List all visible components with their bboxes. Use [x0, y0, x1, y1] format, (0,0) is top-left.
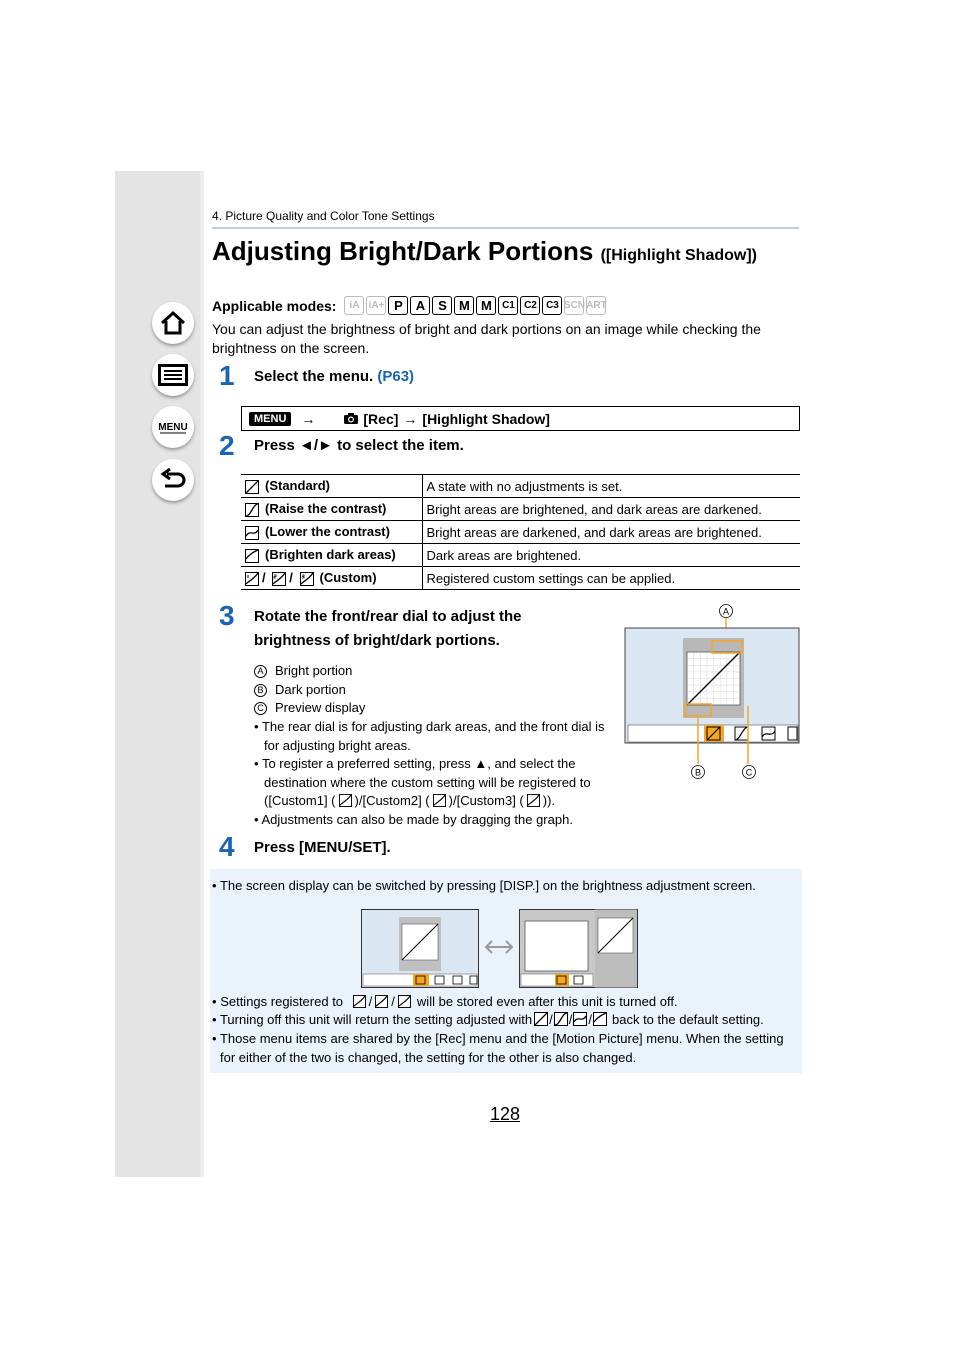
bullet-item: • The rear dial is for adjusting dark areas, and the front dial is for adjusting bright areas. — [254, 719, 605, 753]
step-3-line-1: Rotate the front/rear dial to adjust the — [254, 608, 522, 625]
menu-arrow-2: → — [403, 410, 418, 427]
standard-curve-icon — [534, 1012, 548, 1026]
applicable-modes-label: Applicable modes: — [212, 297, 337, 314]
bullet-item: • To register a preferred setting, press ▲, and select the destination where the custom setting will be registered to ([Custom1] ( )/[Custom2] ( )/[Custom3] ( )). — [254, 756, 591, 808]
table-cell-name: / / (Custom) — [241, 567, 422, 590]
menu-badge: MENU — [249, 412, 291, 426]
note-4: • Those menu items are shared by the [Rec] menu and the [Motion Picture] menu. When the setting for either of the two is changed, the setting for the other is also changed. — [212, 1031, 784, 1065]
home-button[interactable] — [152, 302, 194, 344]
step-3-line-2: brightness of bright/dark portions. — [254, 632, 500, 649]
lower-contrast-curve-icon — [245, 526, 259, 540]
step-3-bullets — [254, 718, 614, 829]
custom3-curve-icon — [398, 995, 411, 1008]
custom1-curve-icon — [353, 995, 366, 1008]
raise-contrast-curve-icon — [245, 503, 259, 517]
table-cell-desc: Registered custom settings can be applied. — [422, 567, 800, 590]
title-main: Adjusting Bright/Dark Portions — [212, 236, 594, 266]
table-cell-desc: Bright areas are darkened, and dark areas are brightened. — [422, 521, 800, 544]
step-number-4: 4 — [219, 831, 235, 862]
sidebar-edge — [200, 171, 204, 1177]
mode-icon: M — [476, 296, 496, 315]
raise-contrast-curve-icon — [554, 1012, 568, 1026]
custom1-curve-icon — [245, 572, 259, 586]
return-icon — [159, 468, 187, 492]
note-3: • Turning off this unit will return the setting adjusted with / / / back to the default setting. — [212, 1012, 764, 1027]
table-row — [241, 498, 800, 521]
mode-icon: A — [410, 296, 430, 315]
menu-item: [Highlight Shadow] — [422, 410, 550, 427]
settings-table — [241, 474, 800, 590]
step-3-title — [254, 605, 522, 653]
legend — [254, 662, 365, 718]
mode-icon: P — [388, 296, 408, 315]
menu-button[interactable] — [152, 406, 194, 448]
mode-icon: M — [454, 296, 474, 315]
step-2-title — [254, 434, 464, 458]
callout-c-label: C — [745, 767, 753, 778]
page-number[interactable]: 128 — [490, 1104, 521, 1124]
brighten-dark-curve-icon — [245, 549, 259, 563]
home-icon — [159, 310, 187, 336]
note-1: • The screen display can be switched by pressing [DISP.] on the brightness adjustment screen. — [212, 878, 756, 893]
custom3-curve-icon — [300, 572, 314, 586]
table-cell-desc: A state with no adjustments is set. — [422, 475, 800, 498]
custom2-curve-icon — [433, 794, 446, 807]
step-2-text-b: to select the item. — [332, 437, 464, 454]
legend-mark: A — [254, 665, 267, 678]
mode-icons — [344, 296, 606, 315]
page-title — [212, 236, 757, 267]
mode-icon: C3 — [542, 296, 562, 315]
table-row — [241, 567, 800, 590]
table-cell-desc: Bright areas are brightened, and dark areas are darkened. — [422, 498, 800, 521]
standard-curve-icon — [245, 480, 259, 494]
table-cell-name: (Brighten dark areas) — [241, 544, 422, 567]
header-divider — [212, 227, 799, 229]
brighten-dark-curve-icon — [593, 1012, 607, 1026]
custom2-curve-icon — [272, 572, 286, 586]
step-1-text: Select the menu. — [254, 368, 374, 385]
menu-rec: [Rec] — [363, 410, 399, 427]
legend-item: C Preview display — [254, 699, 365, 718]
step-2-text-a: Press — [254, 437, 300, 454]
mode-icon: SCN — [564, 296, 584, 315]
table-row — [241, 475, 800, 498]
custom2-curve-icon — [375, 995, 388, 1008]
display-screen-b — [519, 909, 638, 988]
intro-text: You can adjust the brightness of bright and dark portions on an image while checking the brightness on the screen. — [212, 321, 761, 356]
mode-icon: C1 — [498, 296, 518, 315]
display-screen-a — [361, 909, 479, 988]
mode-icon: S — [432, 296, 452, 315]
lower-contrast-curve-icon — [573, 1012, 587, 1026]
applicable-modes — [212, 296, 606, 315]
table-cell-name: (Raise the contrast) — [241, 498, 422, 521]
table-row — [241, 521, 800, 544]
mode-icon: iA+ — [366, 296, 386, 315]
callout-a-label: A — [722, 606, 730, 617]
menu-arrow-1: → — [301, 410, 316, 427]
contents-button[interactable] — [152, 354, 194, 396]
custom3-curve-icon — [527, 794, 540, 807]
step-1-link[interactable]: (P63) — [377, 368, 415, 385]
table-cell-desc: Dark areas are brightened. — [422, 544, 800, 567]
bullet-item: • Adjustments can also be made by dragging the graph. — [254, 811, 573, 827]
step-number-1: 1 — [219, 360, 235, 391]
table-row — [241, 544, 800, 567]
menu-path — [241, 406, 800, 431]
left-right-arrows: ◄/► — [299, 437, 333, 454]
legend-mark: B — [254, 684, 267, 697]
list-icon — [158, 364, 188, 386]
step-number-2: 2 — [219, 430, 235, 461]
title-sub: ([Highlight Shadow]) — [600, 247, 757, 264]
swap-arrow-icon — [483, 937, 515, 957]
legend-item: B Dark portion — [254, 681, 365, 700]
step-1-title — [254, 365, 414, 389]
legend-item: A Bright portion — [254, 662, 365, 681]
mode-icon: ART — [586, 296, 606, 315]
back-button[interactable] — [152, 459, 194, 501]
table-cell-name: (Lower the contrast) — [241, 521, 422, 544]
mode-icon: C2 — [520, 296, 540, 315]
breadcrumb: 4. Picture Quality and Color Tone Settings — [212, 209, 435, 223]
mode-icon: iA — [344, 296, 364, 315]
note-2: • Settings registered to / / will be stored even after this unit is turned off. — [212, 994, 678, 1009]
menu-icon — [157, 419, 189, 435]
camera-icon — [343, 412, 359, 425]
callout-b-label: B — [694, 767, 702, 778]
adjustment-screen-figure — [622, 600, 802, 785]
svg-text:MENU: MENU — [158, 422, 188, 433]
table-cell-name: (Standard) — [241, 475, 422, 498]
legend-mark: C — [254, 702, 267, 715]
step-4-title: Press [MENU/SET]. — [254, 839, 391, 856]
custom1-curve-icon — [339, 794, 352, 807]
step-number-3: 3 — [219, 600, 235, 631]
